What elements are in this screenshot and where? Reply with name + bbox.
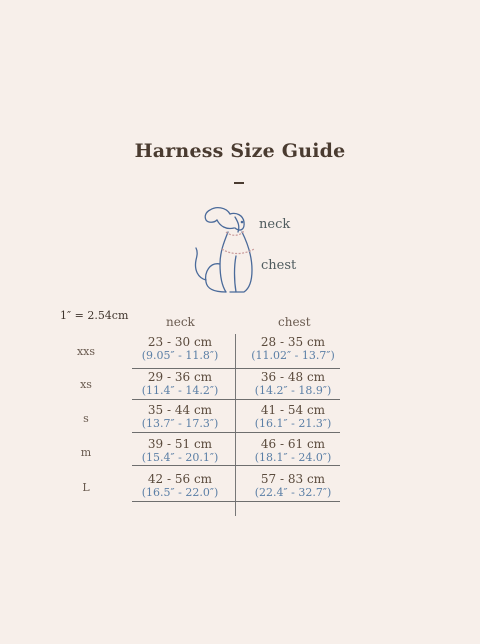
neck-inches: (11.4″ - 14.2″) <box>141 384 219 397</box>
unit-conversion: 1″ = 2.54cm <box>60 309 129 322</box>
neck-cell <box>130 370 230 398</box>
neck-cell <box>130 403 230 431</box>
chest-cm: 41 - 54 cm <box>260 403 326 417</box>
row-divider <box>132 399 340 400</box>
size-label: xxs <box>76 345 96 358</box>
size-label: m <box>80 446 92 459</box>
neck-cell <box>130 472 230 500</box>
neck-cm: 39 - 51 cm <box>147 437 213 451</box>
neck-inches: (16.5″ - 22.0″) <box>141 486 219 499</box>
chest-cm: 36 - 48 cm <box>260 370 326 384</box>
title-divider <box>234 182 244 184</box>
neck-inches: (9.05″ - 11.8″) <box>141 349 219 362</box>
page-title: Harness Size Guide <box>134 140 346 162</box>
chest-inches: (18.1″ - 24.0″) <box>254 451 332 464</box>
row-divider <box>132 432 340 433</box>
neck-cm: 23 - 30 cm <box>147 335 213 349</box>
chest-cm: 46 - 61 cm <box>260 437 326 451</box>
neck-cm: 42 - 56 cm <box>147 472 213 486</box>
chest-inches: (14.2″ - 18.9″) <box>254 384 332 397</box>
neck-inches: (15.4″ - 20.1″) <box>141 451 219 464</box>
size-label: L <box>82 481 90 494</box>
neck-cm: 29 - 36 cm <box>147 370 213 384</box>
row-divider <box>132 368 340 369</box>
neck-inches: (13.7″ - 17.3″) <box>141 417 219 430</box>
neck-column-header: neck <box>166 315 195 329</box>
size-label: s <box>83 412 89 425</box>
neck-cm: 35 - 44 cm <box>147 403 213 417</box>
chest-label: chest <box>261 258 297 273</box>
dog-illustration <box>186 204 266 296</box>
column-divider <box>235 334 236 516</box>
chest-inches: (11.02″ - 13.7″) <box>251 349 335 362</box>
chest-cell <box>243 370 343 398</box>
neck-cell <box>130 335 230 363</box>
size-label: xs <box>80 378 92 391</box>
row-divider <box>132 501 340 502</box>
row-divider <box>132 465 340 466</box>
chest-cm: 57 - 83 cm <box>260 472 326 486</box>
chest-cm: 28 - 35 cm <box>260 335 326 349</box>
neck-cell <box>130 437 230 465</box>
neck-label: neck <box>259 217 291 232</box>
chest-inches: (22.4″ - 32.7″) <box>254 486 332 499</box>
chest-cell <box>243 335 343 363</box>
chest-inches: (16.1″ - 21.3″) <box>254 417 332 430</box>
chest-cell <box>243 472 343 500</box>
chest-column-header: chest <box>278 315 311 329</box>
chest-cell <box>243 403 343 431</box>
chest-cell <box>243 437 343 465</box>
